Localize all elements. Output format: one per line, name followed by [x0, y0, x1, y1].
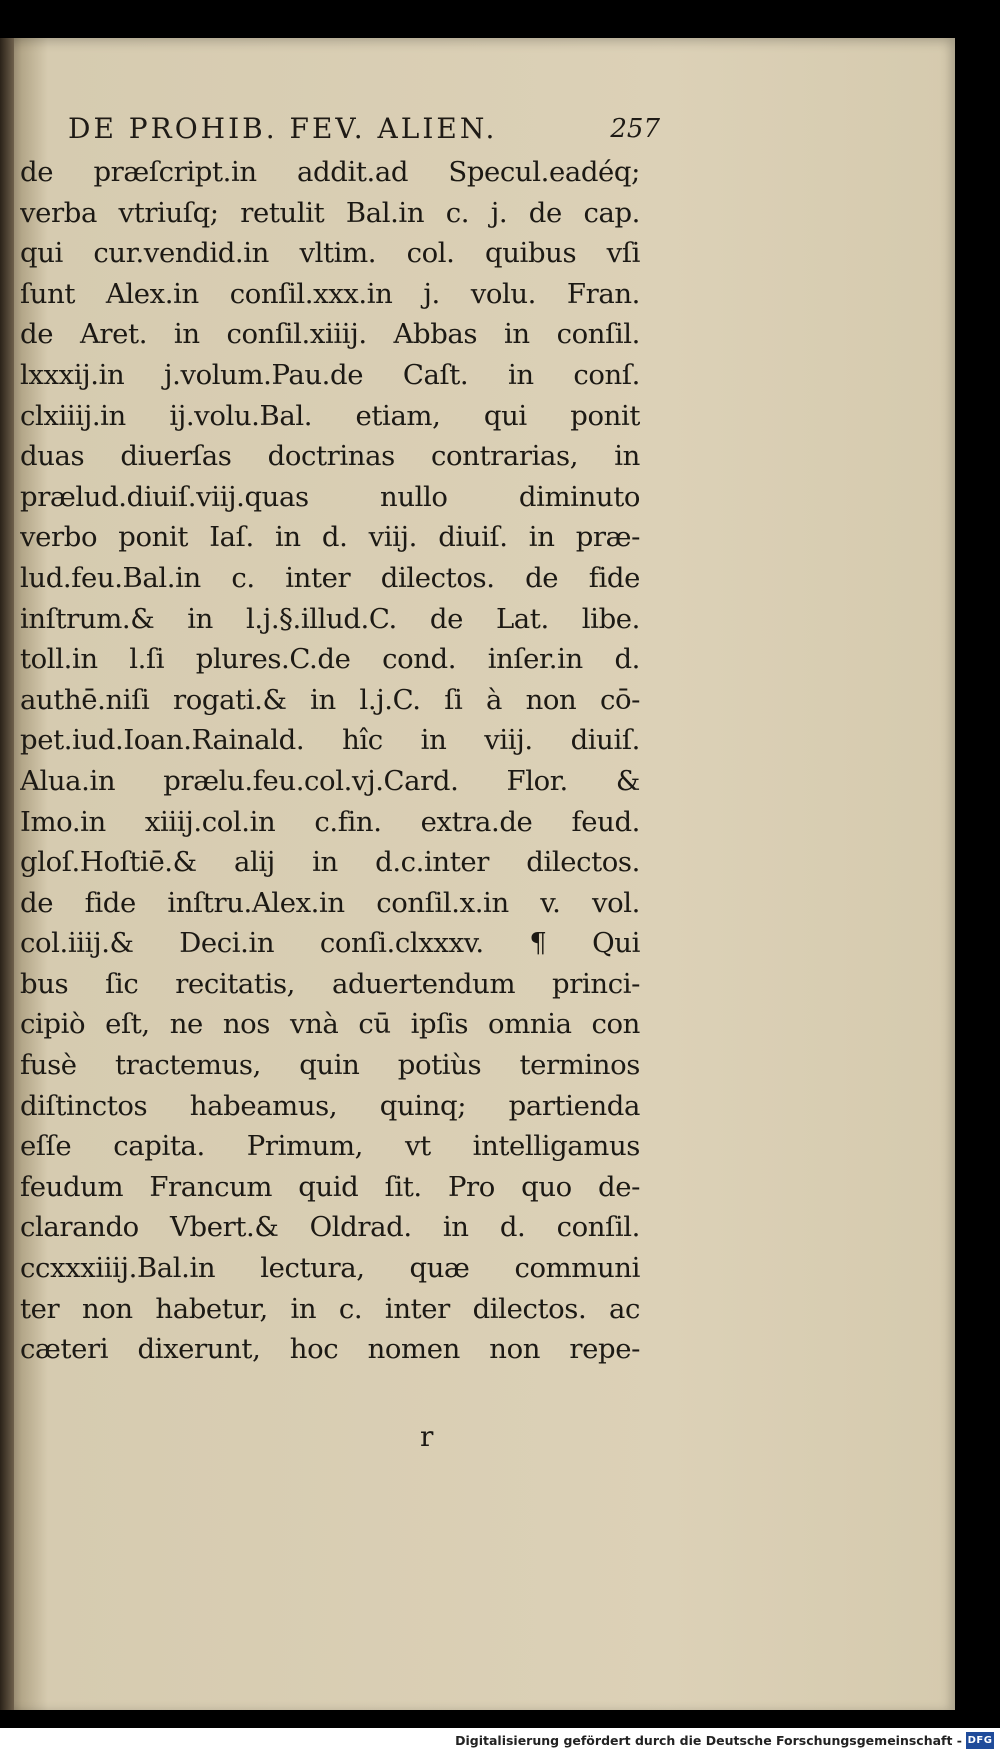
text-line: pet.iud.Ioan.Rainald. hîc in viij. diuiſ. [20, 724, 640, 757]
page-number: 257 [610, 114, 660, 144]
text-line: cipiò eſt, ne nos vnà cū ipſis omnia con [20, 1008, 640, 1041]
text-line: Alua.in prælu.feu.col.vj.Card. Flor. & [20, 764, 640, 797]
digitization-footer [0, 1728, 1000, 1754]
running-title: DE PROHIB. FEV. ALIEN. [68, 112, 498, 145]
text-line: col.iiij.& Deci.in conſi.clxxxv. ¶ Qui [20, 927, 640, 960]
text-line: clxiiij.in ij.volu.Bal. etiam, qui ponit [20, 399, 640, 432]
running-head [68, 112, 660, 152]
text-line: cæteri dixerunt, hoc nomen non repe- [20, 1333, 640, 1366]
text-line: de fide inſtru.Alex.in conſil.x.in v. vol. [20, 886, 640, 919]
text-line: duas diuerſas doctrinas contrarias, in [20, 440, 640, 473]
text-line: prælud.diuiſ.viij.quas nullo diminuto [20, 480, 640, 513]
text-line: gloſ.Hoſtiē.& alij in d.c.inter dilectos. [20, 846, 640, 879]
text-line: Imo.in xiiij.col.in c.fin. extra.de feud. [20, 805, 640, 838]
text-line: ccxxxiiij.Bal.in lectura, quæ communi [20, 1252, 640, 1285]
text-line: feudum Francum quid ſit. Pro quo de- [20, 1170, 640, 1203]
body-text [20, 152, 640, 1370]
text-line: authē.niſi rogati.& in l.j.C. ſi à non cō- [20, 683, 640, 716]
text-line: lxxxij.in j.volum.Pau.de Caſt. in conſ. [20, 358, 640, 391]
text-line: bus ſic recitatis, aduertendum princi- [20, 967, 640, 1000]
text-line: verbo ponit Iaſ. in d. viij. diuiſ. in præ- [20, 521, 640, 554]
text-line: inſtrum.& in l.j.§.illud.C. de Lat. libe. [20, 602, 640, 635]
text-line: verba vtriuſq; retulit Bal.in c. j. de cap. [20, 196, 640, 229]
text-line: clarando Vbert.& Oldrad. in d. conſil. [20, 1211, 640, 1244]
dfg-logo: DFG [966, 1732, 994, 1749]
text-line: ſunt Alex.in conſil.xxx.in j. volu. Fran. [20, 277, 640, 310]
text-line: fusè tractemus, quin potiùs terminos [20, 1049, 640, 1082]
text-line: de præſcript.in addit.ad Specul.eadéq; [20, 156, 640, 188]
text-line: qui cur.vendid.in vltim. col. quibus vſi [20, 237, 640, 270]
signature-mark: r [420, 1420, 434, 1453]
text-line: diſtinctos habeamus, quinq; partienda [20, 1089, 640, 1122]
book-spine-shadow [0, 38, 14, 1710]
funding-credit: Digitalisierung gefördert durch die Deutsche Forschungsgemeinschaft - [455, 1733, 962, 1748]
text-line: eſſe capita. Primum, vt intelligamus [20, 1130, 640, 1163]
text-line: toll.in l.ſi plures.C.de cond. inſer.in d. [20, 643, 640, 676]
text-line: lud.feu.Bal.in c. inter dilectos. de fide [20, 561, 640, 594]
text-line: ter non habetur, in c. inter dilectos. ac [20, 1292, 640, 1325]
text-line: de Aret. in conſil.xiiij. Abbas in conſil. [20, 318, 640, 351]
